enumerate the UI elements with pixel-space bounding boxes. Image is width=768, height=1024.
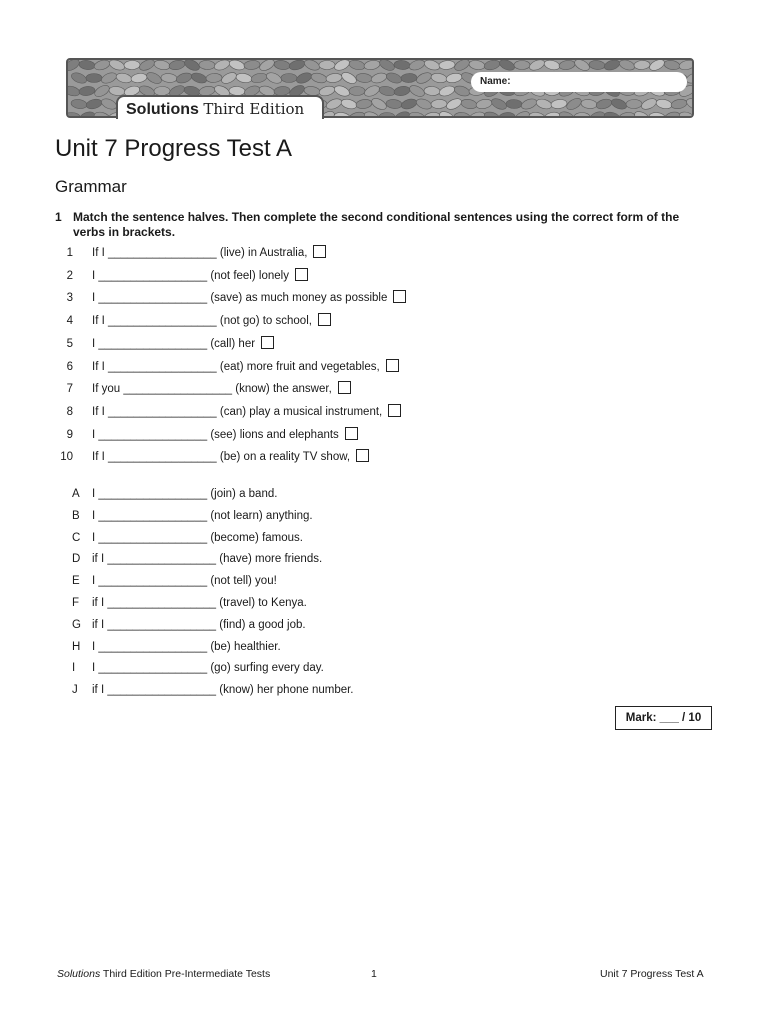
item-text xyxy=(92,290,406,306)
banner-pattern-shape xyxy=(385,71,403,85)
banner-pattern-shape xyxy=(379,112,395,118)
banner-pattern-shape xyxy=(378,85,396,97)
banner-pattern-shape xyxy=(558,110,576,118)
banner-pattern-shape xyxy=(93,60,111,72)
banner-pattern-shape xyxy=(340,70,358,86)
banner-pattern-shape xyxy=(318,85,336,98)
sentence-second-half: if I _________________ (have) more friends. xyxy=(92,553,323,566)
banner-pattern-shape xyxy=(199,60,215,70)
banner-pattern-shape xyxy=(603,60,621,72)
banner-pattern-shape xyxy=(468,110,486,118)
banner-pattern-shape xyxy=(648,60,666,73)
mark-box: Mark: ___ / 10 xyxy=(615,706,712,730)
banner-pattern-shape xyxy=(130,72,147,83)
item-text xyxy=(92,404,401,420)
footer-right: Unit 7 Progress Test A xyxy=(600,968,704,980)
answer-checkbox[interactable] xyxy=(388,404,401,417)
banner-pattern-shape xyxy=(206,73,223,83)
banner-pattern-shape xyxy=(663,110,681,118)
item-number: 4 xyxy=(66,315,73,328)
item-text xyxy=(92,336,274,352)
banner-pattern-shape xyxy=(431,99,447,109)
item-text xyxy=(92,245,326,261)
footer-edition: Third Edition Pre-Intermediate Tests xyxy=(100,968,271,980)
banner-pattern-shape xyxy=(325,97,343,111)
banner-pattern-shape xyxy=(228,60,246,72)
item-sentence: If you _________________ (know) the answer, xyxy=(92,383,332,396)
banner-pattern-shape xyxy=(288,60,306,71)
banner-pattern-shape xyxy=(581,99,598,110)
brand-bold: Solutions xyxy=(126,101,199,118)
banner-pattern-shape xyxy=(310,72,328,85)
item-text xyxy=(92,427,358,443)
banner-pattern-shape xyxy=(340,98,358,111)
banner-pattern-shape xyxy=(153,60,171,71)
item-sentence: I _________________ (save) as much money as possible xyxy=(92,292,388,305)
sentence-second-half: I _________________ (not tell) you! xyxy=(92,575,277,588)
banner-pattern-shape xyxy=(588,110,606,118)
banner-pattern-shape xyxy=(445,72,463,84)
item-sentence: If I _________________ (eat) more fruit and vegetables, xyxy=(92,360,380,373)
banner-pattern-shape xyxy=(408,83,426,98)
item-number: 2 xyxy=(66,269,73,282)
banner-pattern-shape xyxy=(574,113,590,119)
footer-left xyxy=(57,968,270,981)
item-letter: F xyxy=(72,597,80,609)
brand-edition: Third Edition xyxy=(203,100,305,118)
answer-checkbox[interactable] xyxy=(345,427,358,440)
banner-pattern-shape xyxy=(693,85,694,97)
banner-pattern-shape xyxy=(498,60,516,72)
banner-pattern-shape xyxy=(244,60,261,70)
answer-checkbox[interactable] xyxy=(338,381,351,394)
item-letter: A xyxy=(72,488,80,500)
banner-pattern-shape xyxy=(79,86,96,97)
sentence-second-half: I _________________ (join) a band. xyxy=(92,488,278,500)
banner-pattern-shape xyxy=(603,111,621,118)
item-text xyxy=(92,268,308,284)
banner-pattern-shape xyxy=(424,86,441,96)
item-number: 3 xyxy=(66,292,73,305)
item-sentence: I _________________ (see) lions and elephants xyxy=(92,428,339,441)
banner-pattern-shape xyxy=(475,98,493,110)
item-letter: I xyxy=(72,662,76,675)
banner-pattern-shape xyxy=(93,83,111,99)
banner-pattern-shape xyxy=(333,60,351,72)
banner-pattern-shape xyxy=(319,60,335,69)
banner-pattern-shape xyxy=(499,112,516,118)
banner-pattern-shape xyxy=(138,60,156,72)
item-number: 9 xyxy=(66,428,73,441)
banner-pattern-shape xyxy=(273,60,290,71)
banner-pattern-shape xyxy=(93,110,111,118)
banner-pattern-shape xyxy=(265,71,283,86)
answer-checkbox[interactable] xyxy=(313,245,326,258)
banner-pattern-shape xyxy=(589,60,606,70)
footer-brand: Solutions xyxy=(57,968,101,980)
banner-pattern-shape xyxy=(439,60,456,70)
banner-pattern-shape xyxy=(356,73,373,84)
banner-pattern-shape xyxy=(618,111,635,118)
banner-pattern-shape xyxy=(100,71,118,86)
brand-logo xyxy=(116,95,324,119)
sentence-second-half: I _________________ (be) healthier. xyxy=(92,640,281,653)
item-sentence: I _________________ (call) her xyxy=(92,337,256,350)
banner-pattern-shape xyxy=(483,110,501,118)
item-sentence: If I _________________ (not go) to school, xyxy=(92,315,312,328)
banner-pattern-shape xyxy=(453,84,471,98)
sentence-second-half: I _________________ (go) surfing every day. xyxy=(92,662,324,675)
banner-pattern-shape xyxy=(528,60,546,72)
banner-pattern-shape xyxy=(400,97,418,110)
banner-pattern-shape xyxy=(408,111,426,118)
item-letter: B xyxy=(72,509,80,522)
banner-pattern-shape xyxy=(70,71,88,86)
sentence-second-half: if I _________________ (know) her phone number. xyxy=(92,684,354,697)
banner-pattern-shape xyxy=(543,60,561,71)
banner-pattern-shape xyxy=(423,111,440,118)
banner-pattern-shape xyxy=(70,98,87,109)
banner-pattern-shape xyxy=(693,60,694,72)
banner-pattern-shape xyxy=(115,72,133,85)
banner-pattern-shape xyxy=(430,72,447,84)
banner-pattern-shape xyxy=(670,98,687,110)
banner-pattern-shape xyxy=(145,70,163,85)
banner-pattern-shape xyxy=(370,71,388,84)
banner-pattern-shape xyxy=(250,72,268,84)
banner-pattern-shape xyxy=(161,73,178,83)
item-number: 10 xyxy=(60,451,73,464)
banner-pattern-shape xyxy=(633,109,651,118)
banner-pattern-shape xyxy=(483,60,501,71)
answer-checkbox[interactable] xyxy=(393,290,406,303)
banner-pattern-shape xyxy=(655,98,673,110)
name-field[interactable]: Name: xyxy=(471,72,687,92)
banner-pattern-shape xyxy=(348,111,366,118)
banner-pattern-shape xyxy=(514,61,530,70)
banner-pattern-shape xyxy=(401,73,417,83)
banner-pattern-shape xyxy=(108,60,126,72)
banner-pattern-shape xyxy=(460,98,477,110)
banner-pattern-shape xyxy=(79,60,96,70)
banner-pattern-shape xyxy=(363,60,380,71)
banner-pattern-shape xyxy=(68,112,80,118)
item-text xyxy=(92,381,351,397)
banner-pattern-shape xyxy=(558,60,575,71)
banner-pattern-shape xyxy=(454,112,471,118)
item-sentence: If I _________________ (can) play a musical instrument, xyxy=(92,405,383,418)
banner-pattern-shape xyxy=(295,71,313,85)
banner-pattern-shape xyxy=(394,60,411,70)
banner-pattern-shape xyxy=(370,96,388,112)
answer-checkbox[interactable] xyxy=(318,313,331,326)
banner-pattern-shape xyxy=(438,109,456,118)
question-number: 1 xyxy=(55,210,62,224)
banner-pattern-shape xyxy=(190,71,208,85)
item-text xyxy=(92,449,369,465)
banner-pattern-shape xyxy=(213,60,231,72)
item-letter: D xyxy=(72,553,81,566)
banner-pattern-shape xyxy=(535,97,553,110)
banner-pattern-shape xyxy=(348,60,366,71)
banner-pattern-shape xyxy=(183,60,201,73)
item-text xyxy=(92,359,399,375)
banner-pattern-shape xyxy=(506,99,522,109)
banner-pattern-shape xyxy=(349,86,365,95)
banner-pattern-shape xyxy=(393,85,410,97)
banner-pattern-shape xyxy=(363,84,381,99)
answer-checkbox[interactable] xyxy=(295,268,308,281)
banner-pattern-shape xyxy=(415,97,433,111)
item-number: 8 xyxy=(66,405,73,418)
banner-pattern-shape xyxy=(415,70,433,85)
banner-pattern-shape xyxy=(490,97,508,112)
question-instruction: Match the sentence halves. Then complete the second conditional sentences using the correct form of the verbs in brackets. xyxy=(73,210,680,239)
item-letter: C xyxy=(72,531,81,544)
banner-pattern-shape xyxy=(378,60,396,73)
item-letter: E xyxy=(72,575,80,588)
sentence-second-half: if I _________________ (travel) to Kenya. xyxy=(92,597,307,609)
banner-pattern-shape xyxy=(565,96,583,112)
banner-pattern-shape xyxy=(468,60,485,71)
banner-pattern-shape xyxy=(438,84,456,98)
banner-pattern-shape xyxy=(124,60,140,70)
item-letter: H xyxy=(72,640,81,653)
answer-checkbox[interactable] xyxy=(356,449,369,462)
item-letter: J xyxy=(72,684,78,697)
sentence-second-half: if I _________________ (find) a good job. xyxy=(92,618,306,631)
banner-pattern-shape xyxy=(528,111,545,118)
item-text xyxy=(92,313,331,329)
banner-pattern-shape xyxy=(595,97,613,110)
section-heading: Grammar xyxy=(55,177,127,196)
banner-pattern-shape xyxy=(333,84,351,98)
banner-pattern-shape xyxy=(618,60,636,72)
banner-pattern-shape xyxy=(513,109,531,118)
banner-pattern-shape xyxy=(78,110,96,118)
banner-pattern-shape xyxy=(634,60,651,70)
item-number: 6 xyxy=(66,360,73,373)
item-sentence: I _________________ (not feel) lonely xyxy=(92,269,289,282)
banner-pattern-shape xyxy=(663,60,680,71)
banner-pattern-shape xyxy=(393,110,411,118)
banner-pattern-shape xyxy=(333,111,350,118)
page-title: Unit 7 Progress Test A xyxy=(55,135,292,162)
banner-pattern-shape xyxy=(573,60,591,73)
item-number: 7 xyxy=(66,383,73,396)
item-letter: G xyxy=(72,618,81,631)
banner-pattern-shape xyxy=(640,97,658,112)
banner-pattern-shape xyxy=(281,73,297,82)
banner-pattern-shape xyxy=(303,60,321,72)
banner-pattern-shape xyxy=(626,99,642,109)
banner-pattern-shape xyxy=(649,112,666,118)
footer-page-number: 1 xyxy=(371,968,377,980)
answer-checkbox[interactable] xyxy=(386,359,399,372)
banner-pattern-shape xyxy=(551,99,568,110)
banner-pattern-shape xyxy=(423,60,441,72)
banner-pattern-shape xyxy=(520,97,538,111)
banner-pattern-shape xyxy=(325,72,342,83)
banner-pattern-shape xyxy=(235,72,252,84)
banner-pattern-shape xyxy=(168,60,185,71)
banner-pattern-shape xyxy=(543,111,561,118)
banner-pattern-shape xyxy=(386,99,403,110)
banner-pattern-shape xyxy=(610,97,628,111)
banner-pattern-shape xyxy=(363,110,381,118)
banner-pattern-shape xyxy=(355,98,372,109)
answer-checkbox[interactable] xyxy=(261,336,274,349)
sentence-second-half: I _________________ (become) famous. xyxy=(92,531,303,544)
banner-pattern-shape xyxy=(86,74,102,83)
banner-pattern-shape xyxy=(85,98,103,111)
banner-pattern-shape xyxy=(678,60,694,71)
item-sentence: If I _________________ (live) in Australia, xyxy=(92,247,308,259)
banner-pattern-shape xyxy=(445,96,463,111)
item-number: 1 xyxy=(66,247,73,259)
item-number: 5 xyxy=(66,337,73,350)
banner-pattern-shape xyxy=(68,60,81,73)
sentence-second-half: I _________________ (not learn) anything. xyxy=(92,509,313,522)
banner-pattern-shape xyxy=(175,71,193,85)
banner-pattern-shape xyxy=(453,60,471,73)
item-sentence: If I _________________ (be) on a reality TV show, xyxy=(92,451,351,464)
banner-pattern-shape xyxy=(678,110,694,118)
banner-pattern-shape xyxy=(220,70,238,85)
banner-pattern-shape xyxy=(408,60,426,72)
banner-pattern-shape xyxy=(258,60,276,73)
